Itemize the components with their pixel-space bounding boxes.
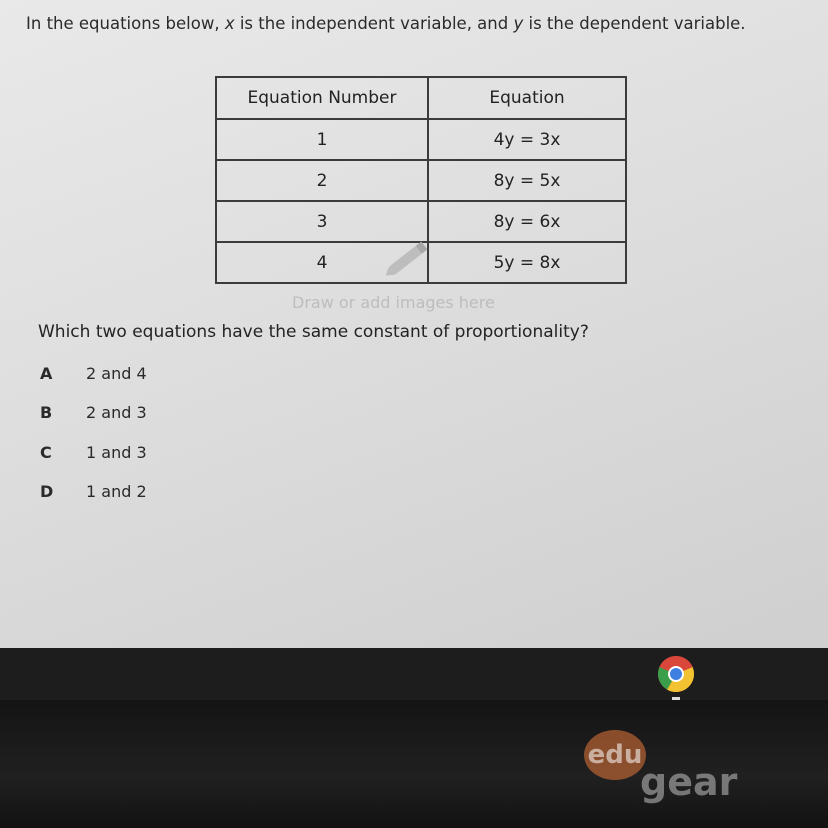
equation-cell: 8y = 5x bbox=[428, 160, 626, 201]
variable-x: x bbox=[224, 14, 235, 33]
choice-text: 1 and 3 bbox=[86, 443, 147, 462]
choice-letter: A bbox=[40, 364, 53, 383]
equation-number-cell: 3 bbox=[216, 201, 428, 242]
equation-number-cell: 2 bbox=[216, 160, 428, 201]
equation-cell: 8y = 6x bbox=[428, 201, 626, 242]
variable-y: y bbox=[513, 14, 524, 33]
choice-text: 1 and 2 bbox=[86, 482, 147, 501]
equation-cell: 4y = 3x bbox=[428, 119, 626, 160]
table-row bbox=[216, 160, 626, 201]
answer-choice-d[interactable] bbox=[40, 482, 147, 501]
choice-text: 2 and 4 bbox=[86, 364, 147, 383]
instructions-text bbox=[26, 14, 820, 33]
answer-choice-b[interactable] bbox=[40, 403, 147, 422]
taskbar bbox=[0, 648, 828, 700]
edugear-watermark-logo: edu bbox=[584, 730, 646, 780]
choice-text: 2 and 3 bbox=[86, 403, 147, 422]
equation-cell: 5y = 8x bbox=[428, 242, 626, 283]
draw-area-hint[interactable]: Draw or add images here bbox=[292, 293, 495, 312]
choice-letter: C bbox=[40, 443, 52, 462]
header-equation-number: Equation Number bbox=[216, 77, 428, 119]
equation-number-cell: 4 bbox=[216, 242, 428, 283]
instructions-part1: In the equations below, bbox=[26, 14, 225, 33]
instructions-part3: is the dependent variable. bbox=[523, 14, 746, 33]
pencil-icon[interactable] bbox=[378, 236, 436, 282]
answer-choice-a[interactable] bbox=[40, 364, 147, 383]
header-equation: Equation bbox=[428, 77, 626, 119]
instructions-part2: is the independent variable, and bbox=[234, 14, 514, 33]
equation-number-cell: 1 bbox=[216, 119, 428, 160]
choice-letter: D bbox=[40, 482, 54, 501]
table-header-row bbox=[216, 77, 626, 119]
answer-choice-c[interactable] bbox=[40, 443, 147, 462]
chrome-icon[interactable] bbox=[657, 655, 695, 693]
choice-letter: B bbox=[40, 403, 53, 422]
question-text: Which two equations have the same constant of proportionality? bbox=[38, 322, 589, 342]
edugear-watermark-text: gear bbox=[640, 760, 738, 804]
table-row bbox=[216, 119, 626, 160]
